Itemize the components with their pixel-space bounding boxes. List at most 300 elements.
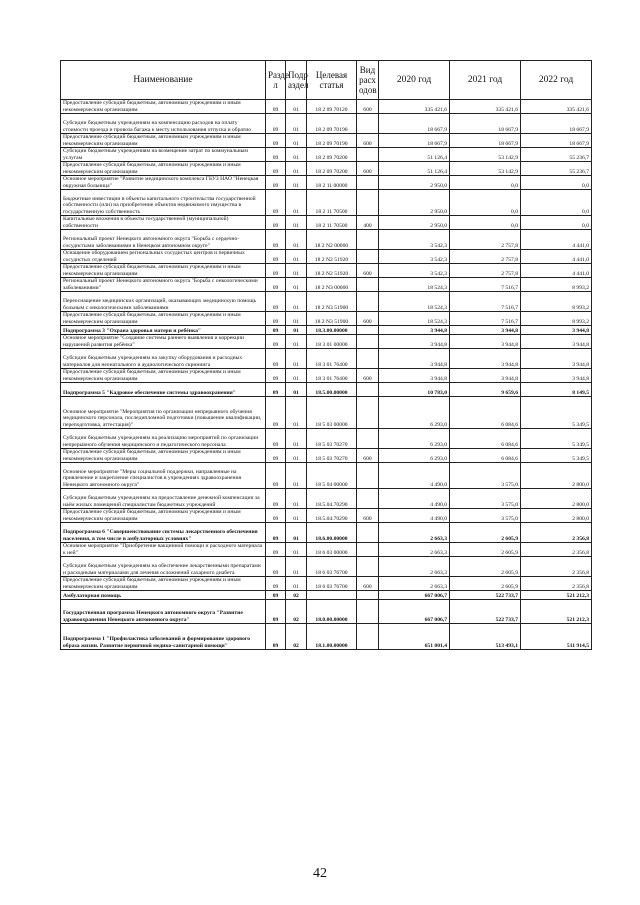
- table-body: [61, 100, 592, 650]
- cell-2022: 55 236,7: [521, 148, 592, 162]
- cell-podrazdel: 01: [286, 114, 307, 134]
- cell-vid: [357, 591, 379, 600]
- cell-2022: 2 800,0: [521, 463, 592, 489]
- cell-2022: 8 149,5: [521, 383, 592, 397]
- cell-2021: 53 142,9: [450, 162, 521, 176]
- table-header-row: [61, 61, 592, 100]
- cell-vid: [357, 230, 379, 250]
- table-row: [61, 489, 592, 509]
- table-row: [61, 134, 592, 148]
- cell-vid: 600: [357, 162, 379, 176]
- cell-name: Предоставление субсидий бюджетным, автономным учреждениям и иным некоммерческим организациям: [61, 369, 266, 383]
- cell-razdel: 09: [266, 369, 286, 383]
- cell-podrazdel: 01: [286, 250, 307, 264]
- cell-razdel: 09: [266, 543, 286, 557]
- cell-2020: 4 490,0: [379, 509, 450, 523]
- cell-podrazdel: 01: [286, 312, 307, 326]
- cell-2021: 335 421,6: [450, 100, 521, 114]
- cell-vid: 600: [357, 369, 379, 383]
- cell-2022: 4 441,0: [521, 230, 592, 250]
- cell-2021: 0,0: [450, 190, 521, 216]
- cell-name: Предоставление субсидий бюджетным, автономным учреждениям и иным некоммерческим организациям: [61, 162, 266, 176]
- cell-2020: 18 524,3: [379, 312, 450, 326]
- cell-name: Амбулаторная помощь: [61, 591, 266, 600]
- cell-2020: 3 944,8: [379, 349, 450, 369]
- cell-razdel: 09: [266, 100, 286, 114]
- cell-2022: 2 356,8: [521, 577, 592, 591]
- cell-vid: [357, 326, 379, 335]
- cell-2021: 6 084,6: [450, 449, 521, 463]
- cell-name: Подпрограмма 3 "Охрана здоровья матери и ребёнка": [61, 326, 266, 335]
- cell-razdel: 09: [266, 624, 286, 650]
- cell-name: Переоснащение медицинских организаций, оказывающих медицинскую помощь больным с онкологическими заболеваниями: [61, 292, 266, 312]
- cell-vid: 600: [357, 577, 379, 591]
- table-row: [61, 509, 592, 523]
- cell-2022: 4 441,0: [521, 250, 592, 264]
- cell-2022: 3 944,8: [521, 369, 592, 383]
- cell-2020: 18 667,9: [379, 134, 450, 148]
- cell-podrazdel: 01: [286, 577, 307, 591]
- cell-2020: 18 524,3: [379, 292, 450, 312]
- cell-2021: 2 605,9: [450, 577, 521, 591]
- cell-2022: 5 349,5: [521, 397, 592, 429]
- cell-razdel: 09: [266, 509, 286, 523]
- table-row: [61, 557, 592, 577]
- cell-2020: 4 490,0: [379, 489, 450, 509]
- cell-2022: 521 212,3: [521, 591, 592, 600]
- cell-name: Субсидии бюджетным учреждениям на закупку оборудования и расходных материалов для неонатального и аудиологического скрининга: [61, 349, 266, 369]
- table-row: [61, 190, 592, 216]
- cell-statya: 18 3 01 00000: [307, 335, 357, 349]
- cell-2022: 5 349,5: [521, 449, 592, 463]
- cell-razdel: 09: [266, 292, 286, 312]
- cell-podrazdel: 01: [286, 216, 307, 230]
- cell-2022: 335 421,6: [521, 100, 592, 114]
- cell-name: Подпрограмма 1 "Профилактика заболеваний и формирование здорового образа жизни. Развитие первичной медико-санитарной помощи": [61, 624, 266, 650]
- cell-2021: 3 944,8: [450, 335, 521, 349]
- cell-name: Основное мероприятие "Меры социальной поддержки, направленные на привлечение и закрепление специалистов в учреждениях здравоохранения Ненецкого автономного округа": [61, 463, 266, 489]
- table-row: [61, 624, 592, 650]
- cell-vid: 600: [357, 312, 379, 326]
- table-row: [61, 397, 592, 429]
- cell-podrazdel: 01: [286, 292, 307, 312]
- cell-statya: 18.5.04.70290: [307, 489, 357, 509]
- cell-2020: 3 944,8: [379, 326, 450, 335]
- cell-razdel: 09: [266, 349, 286, 369]
- cell-podrazdel: 01: [286, 449, 307, 463]
- cell-statya: 18 2 N2 00000: [307, 230, 357, 250]
- cell-podrazdel: 01: [286, 383, 307, 397]
- cell-2022: 5 349,5: [521, 429, 592, 449]
- cell-2021: 2 605,9: [450, 557, 521, 577]
- cell-razdel: 09: [266, 463, 286, 489]
- cell-statya: 18.5.04.70290: [307, 509, 357, 523]
- table-row: [61, 148, 592, 162]
- cell-statya: 18 5 03 70270: [307, 429, 357, 449]
- cell-razdel: 09: [266, 449, 286, 463]
- cell-statya: 18 6 03 00000: [307, 543, 357, 557]
- cell-2020: 2 663,3: [379, 543, 450, 557]
- cell-name: Основное мероприятие "Создание системы раннего выявления и коррекции нарушений развития ребёнка": [61, 335, 266, 349]
- budget-table: [60, 60, 592, 650]
- cell-vid: [357, 349, 379, 369]
- cell-podrazdel: 01: [286, 509, 307, 523]
- cell-vid: [357, 523, 379, 543]
- cell-statya: 18 2 09 70120: [307, 100, 357, 114]
- cell-2022: 521 212,3: [521, 600, 592, 624]
- cell-podrazdel: 01: [286, 230, 307, 250]
- cell-2022: 511 914,5: [521, 624, 592, 650]
- cell-podrazdel: 01: [286, 489, 307, 509]
- cell-statya: 18 2 N3 00000: [307, 278, 357, 292]
- cell-vid: [357, 489, 379, 509]
- cell-name: Региональный проект Ненецкого автономного округа "Борьба с онкологическими заболеваниями": [61, 278, 266, 292]
- header-vid: Вид расх одов: [357, 61, 379, 100]
- cell-vid: [357, 190, 379, 216]
- cell-2020: 2 663,3: [379, 523, 450, 543]
- table-row: [61, 369, 592, 383]
- cell-statya: 18 2 N2 51920: [307, 264, 357, 278]
- cell-2020: 667 006,7: [379, 591, 450, 600]
- cell-2021: 3 944,8: [450, 349, 521, 369]
- cell-2022: 18 667,9: [521, 134, 592, 148]
- cell-razdel: 09: [266, 148, 286, 162]
- header-razdel: Разде л: [266, 61, 286, 100]
- cell-podrazdel: 01: [286, 176, 307, 190]
- cell-vid: 600: [357, 264, 379, 278]
- cell-podrazdel: 01: [286, 557, 307, 577]
- table-row: [61, 264, 592, 278]
- cell-statya: 18 2 N2 51920: [307, 250, 357, 264]
- cell-2021: 0,0: [450, 176, 521, 190]
- table-row: [61, 591, 592, 600]
- cell-2022: 0,0: [521, 216, 592, 230]
- cell-statya: 18.3.00.00000: [307, 326, 357, 335]
- cell-2021: 3 575,0: [450, 489, 521, 509]
- cell-2022: 0,0: [521, 176, 592, 190]
- cell-2020: 651 001,4: [379, 624, 450, 650]
- cell-2022: 8 993,2: [521, 312, 592, 326]
- cell-2020: 2 950,0: [379, 176, 450, 190]
- cell-vid: [357, 429, 379, 449]
- cell-2020: 6 293,0: [379, 429, 450, 449]
- cell-vid: [357, 176, 379, 190]
- cell-2020: 51 126,4: [379, 162, 450, 176]
- cell-podrazdel: 01: [286, 463, 307, 489]
- cell-razdel: 09: [266, 383, 286, 397]
- cell-podrazdel: 01: [286, 148, 307, 162]
- cell-2020: 3 944,8: [379, 335, 450, 349]
- table-row: [61, 429, 592, 449]
- table-row: [61, 114, 592, 134]
- header-2020: 2020 год: [379, 61, 450, 100]
- cell-podrazdel: 01: [286, 429, 307, 449]
- header-statya: Целевая статья: [307, 61, 357, 100]
- table-row: [61, 449, 592, 463]
- cell-name: Подпрограмма 6 "Совершенствование системы лекарственного обеспечения населения, в том числе в амбулаторных условиях": [61, 523, 266, 543]
- cell-statya: 18 5 04 00000: [307, 463, 357, 489]
- cell-razdel: 09: [266, 230, 286, 250]
- cell-statya: 18 2 09 70200: [307, 162, 357, 176]
- cell-podrazdel: 01: [286, 523, 307, 543]
- cell-podrazdel: 01: [286, 278, 307, 292]
- cell-name: Оснащение оборудованием региональных сосудистых центров и первичных сосудистых отделений: [61, 250, 266, 264]
- cell-statya: 18 6 03 76700: [307, 557, 357, 577]
- cell-2020: 2 950,0: [379, 216, 450, 230]
- table-row: [61, 292, 592, 312]
- table-row: [61, 349, 592, 369]
- cell-podrazdel: 01: [286, 326, 307, 335]
- cell-razdel: 09: [266, 190, 286, 216]
- cell-statya: 18 5 03 70270: [307, 449, 357, 463]
- cell-razdel: 09: [266, 114, 286, 134]
- cell-statya: 18 2 09 70190: [307, 134, 357, 148]
- cell-name: Предоставление субсидий бюджетным, автономным учреждениям и иным некоммерческим организациям: [61, 134, 266, 148]
- cell-2020: 51 126,4: [379, 148, 450, 162]
- cell-statya: 18 2 11 00000: [307, 176, 357, 190]
- cell-2020: 3 542,3: [379, 230, 450, 250]
- cell-podrazdel: 02: [286, 600, 307, 624]
- cell-statya: [307, 591, 357, 600]
- cell-vid: [357, 397, 379, 429]
- cell-podrazdel: 01: [286, 335, 307, 349]
- cell-2021: 3 575,0: [450, 509, 521, 523]
- cell-2021: 6 084,6: [450, 397, 521, 429]
- cell-statya: 18 3 01 76400: [307, 369, 357, 383]
- cell-vid: [357, 114, 379, 134]
- cell-2021: 2 757,8: [450, 230, 521, 250]
- cell-statya: 18 2 N3 51900: [307, 312, 357, 326]
- cell-2020: 335 421,6: [379, 100, 450, 114]
- cell-name: Капитальные вложения в объекты государственной (муниципальной) собственности: [61, 216, 266, 230]
- cell-2020: 18 667,9: [379, 114, 450, 134]
- header-2021: 2021 год: [450, 61, 521, 100]
- cell-2021: 522 733,7: [450, 600, 521, 624]
- cell-razdel: 09: [266, 577, 286, 591]
- table-row: [61, 250, 592, 264]
- cell-2022: 55 236,7: [521, 162, 592, 176]
- cell-statya: 18 2 11 70500: [307, 190, 357, 216]
- cell-razdel: 09: [266, 176, 286, 190]
- table-row: [61, 176, 592, 190]
- cell-name: Субсидии бюджетным учреждениям на компенсацию расходов на оплату стоимости проезда и провоза багажа к месту использования отпуска и обратно: [61, 114, 266, 134]
- cell-2021: 3 944,8: [450, 326, 521, 335]
- cell-podrazdel: 01: [286, 100, 307, 114]
- cell-podrazdel: 02: [286, 591, 307, 600]
- cell-vid: 600: [357, 449, 379, 463]
- cell-statya: 18.6.00.00000: [307, 523, 357, 543]
- cell-2022: 2 800,0: [521, 489, 592, 509]
- cell-2021: 513 493,1: [450, 624, 521, 650]
- cell-2020: 18 524,3: [379, 278, 450, 292]
- cell-statya: 18.0.00.00000: [307, 600, 357, 624]
- cell-name: Региональный проект Ненецкого автономного округа "Борьба с сердечно-сосудистыми заболеваниями в Ненецком автономном округе": [61, 230, 266, 250]
- cell-2021: 0,0: [450, 216, 521, 230]
- cell-2021: 18 667,9: [450, 114, 521, 134]
- cell-name: Предоставление субсидий бюджетным, автономным учреждениям и иным некоммерческим организациям: [61, 264, 266, 278]
- cell-name: Субсидии бюджетным учреждениям на обеспечение лекарственными препаратами и расходными материалами для лечения осложнений сахарного диабета: [61, 557, 266, 577]
- cell-vid: [357, 557, 379, 577]
- table-row: [61, 162, 592, 176]
- cell-2020: 2 663,3: [379, 557, 450, 577]
- cell-name: Субсидии бюджетным учреждениям на предоставление денежной компенсации за наём жилых помещений специалистам бюджетных учреждений: [61, 489, 266, 509]
- cell-2021: 2 757,8: [450, 264, 521, 278]
- cell-2021: 18 667,9: [450, 134, 521, 148]
- cell-statya: 18.1.00.00000: [307, 624, 357, 650]
- cell-2021: 7 516,7: [450, 278, 521, 292]
- cell-name: Основное мероприятие "Приобретение вакцинной помощи и расходного материала к ней": [61, 543, 266, 557]
- cell-razdel: 09: [266, 264, 286, 278]
- cell-name: Предоставление субсидий бюджетным, автономным учреждениям и иным некоммерческим организациям: [61, 312, 266, 326]
- cell-podrazdel: 01: [286, 543, 307, 557]
- cell-podrazdel: 01: [286, 349, 307, 369]
- cell-razdel: 09: [266, 335, 286, 349]
- cell-2021: 2 605,9: [450, 523, 521, 543]
- cell-statya: 18 3 01 76400: [307, 349, 357, 369]
- page-number: 42: [313, 866, 327, 881]
- cell-vid: [357, 335, 379, 349]
- cell-vid: [357, 543, 379, 557]
- cell-2021: 53 142,9: [450, 148, 521, 162]
- cell-vid: [357, 278, 379, 292]
- cell-vid: [357, 600, 379, 624]
- cell-podrazdel: 02: [286, 624, 307, 650]
- cell-2020: 10 783,0: [379, 383, 450, 397]
- header-podrazdel: Подр аздел: [286, 61, 307, 100]
- cell-razdel: 09: [266, 429, 286, 449]
- cell-2021: 3 575,0: [450, 463, 521, 489]
- cell-statya: 18 2 N3 51900: [307, 292, 357, 312]
- cell-name: Субсидии бюджетным учреждениям на реализацию мероприятий по организации непрерывного обучения медицинского и педагогического персонала: [61, 429, 266, 449]
- table-row: [61, 383, 592, 397]
- cell-2021: 3 944,8: [450, 369, 521, 383]
- cell-razdel: 09: [266, 134, 286, 148]
- cell-statya: 18 5 03 00000: [307, 397, 357, 429]
- cell-name: Субсидии бюджетным учреждениям на возмещение затрат по коммунальным услугам: [61, 148, 266, 162]
- cell-2020: 6 293,0: [379, 397, 450, 429]
- cell-name: Предоставление субсидий бюджетным, автономным учреждениям и иным некоммерческим организациям: [61, 509, 266, 523]
- cell-vid: [357, 383, 379, 397]
- table-row: [61, 600, 592, 624]
- cell-2022: 2 356,8: [521, 523, 592, 543]
- cell-2020: 3 542,3: [379, 250, 450, 264]
- cell-2021: 6 084,6: [450, 429, 521, 449]
- cell-2021: 9 659,6: [450, 383, 521, 397]
- table-row: [61, 326, 592, 335]
- table-row: [61, 312, 592, 326]
- cell-vid: 400: [357, 216, 379, 230]
- cell-statya: 18 2 09 70190: [307, 114, 357, 134]
- cell-2021: 2 605,9: [450, 543, 521, 557]
- cell-razdel: 09: [266, 523, 286, 543]
- cell-statya: 18 2 09 70200: [307, 148, 357, 162]
- cell-2022: 0,0: [521, 190, 592, 216]
- cell-statya: 18.5.00.00000: [307, 383, 357, 397]
- header-2022: 2022 год: [521, 61, 592, 100]
- cell-2022: 18 667,9: [521, 114, 592, 134]
- cell-statya: 18 6 03 76700: [307, 577, 357, 591]
- table-row: [61, 463, 592, 489]
- cell-vid: [357, 250, 379, 264]
- cell-vid: [357, 624, 379, 650]
- cell-2021: 7 516,7: [450, 292, 521, 312]
- cell-razdel: 09: [266, 162, 286, 176]
- cell-vid: [357, 463, 379, 489]
- cell-razdel: 09: [266, 326, 286, 335]
- table-row: [61, 230, 592, 250]
- table-row: [61, 216, 592, 230]
- cell-vid: [357, 148, 379, 162]
- cell-2020: 3 944,8: [379, 369, 450, 383]
- cell-2022: 3 944,8: [521, 335, 592, 349]
- cell-2022: 3 944,8: [521, 326, 592, 335]
- table-row: [61, 523, 592, 543]
- cell-razdel: 09: [266, 312, 286, 326]
- cell-2020: 2 950,0: [379, 190, 450, 216]
- cell-2022: 2 800,0: [521, 509, 592, 523]
- cell-2021: 522 733,7: [450, 591, 521, 600]
- cell-vid: [357, 292, 379, 312]
- cell-razdel: 09: [266, 278, 286, 292]
- cell-2022: 3 944,8: [521, 349, 592, 369]
- cell-name: Бюджетные инвестиции в объекты капитального строительства государственной собственности (или) на приобретение объектов недвижимого имущества в государственную собственность: [61, 190, 266, 216]
- cell-vid: 600: [357, 134, 379, 148]
- cell-statya: 18 2 11 70500: [307, 216, 357, 230]
- cell-podrazdel: 01: [286, 162, 307, 176]
- cell-2020: 2 663,3: [379, 577, 450, 591]
- cell-razdel: 09: [266, 216, 286, 230]
- cell-name: Основное мероприятие "Развитие медицинского комплекса ГБУЗ НАО "Ненецкая окружная больница": [61, 176, 266, 190]
- table-row: [61, 278, 592, 292]
- cell-podrazdel: 01: [286, 397, 307, 429]
- cell-name: Подпрограмма 5 "Кадровое обеспечение системы здравоохранения": [61, 383, 266, 397]
- cell-2020: 3 542,3: [379, 264, 450, 278]
- cell-2022: 8 993,2: [521, 278, 592, 292]
- cell-2020: 4 490,0: [379, 463, 450, 489]
- cell-vid: 600: [357, 100, 379, 114]
- cell-razdel: 09: [266, 489, 286, 509]
- cell-name: Основное мероприятие "Мероприятия по организации непрерывного обучения медицинского персонала, последипломной подготовки (повышение квалификации, переподготовка, аттестация)": [61, 397, 266, 429]
- cell-2022: 2 356,8: [521, 543, 592, 557]
- cell-name: Предоставление субсидий бюджетным, автономным учреждениям и иным некоммерческим организациям: [61, 100, 266, 114]
- cell-vid: 600: [357, 509, 379, 523]
- cell-razdel: 09: [266, 557, 286, 577]
- table-row: [61, 100, 592, 114]
- header-name: Наименование: [61, 61, 266, 100]
- cell-2022: 8 993,2: [521, 292, 592, 312]
- cell-2021: 7 516,7: [450, 312, 521, 326]
- cell-name: Предоставление субсидий бюджетным, автономным учреждениям и иным некоммерческим организациям: [61, 577, 266, 591]
- cell-podrazdel: 01: [286, 264, 307, 278]
- cell-name: Государственная программа Ненецкого автономного округа "Развитие здравоохранения Ненецкого автономного округа": [61, 600, 266, 624]
- cell-razdel: 09: [266, 397, 286, 429]
- cell-2020: 667 006,7: [379, 600, 450, 624]
- cell-podrazdel: 01: [286, 369, 307, 383]
- cell-2021: 2 757,8: [450, 250, 521, 264]
- cell-razdel: 09: [266, 250, 286, 264]
- cell-razdel: 09: [266, 600, 286, 624]
- table-row: [61, 543, 592, 557]
- table-row: [61, 577, 592, 591]
- cell-name: Предоставление субсидий бюджетным, автономным учреждениям и иным некоммерческим организациям: [61, 449, 266, 463]
- cell-2022: 2 356,8: [521, 557, 592, 577]
- cell-2022: 4 441,0: [521, 264, 592, 278]
- table-row: [61, 335, 592, 349]
- cell-2020: 6 293,0: [379, 449, 450, 463]
- cell-razdel: 09: [266, 591, 286, 600]
- cell-podrazdel: 01: [286, 190, 307, 216]
- cell-podrazdel: 01: [286, 134, 307, 148]
